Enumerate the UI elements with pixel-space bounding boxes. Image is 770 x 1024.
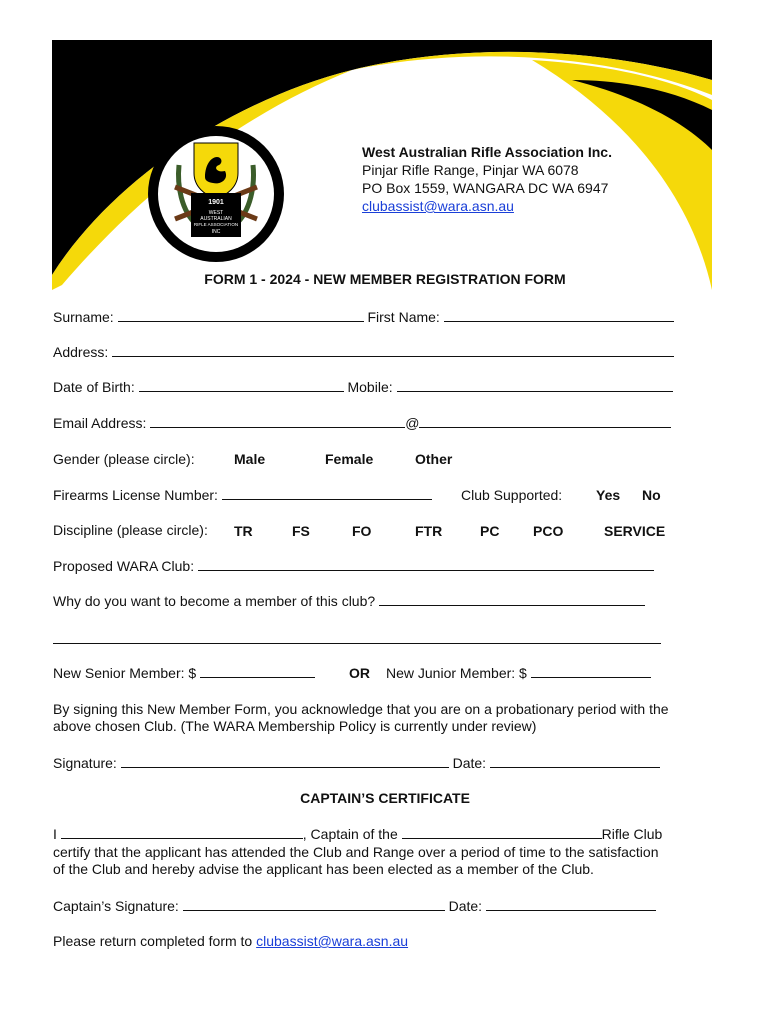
email-domain-field[interactable]	[419, 415, 671, 428]
membership-row	[53, 665, 315, 681]
why-field-1[interactable]	[379, 593, 645, 606]
license-label: Firearms License Number:	[53, 487, 218, 503]
signature-label: Signature:	[53, 755, 117, 771]
surname-field[interactable]	[118, 309, 364, 322]
footer	[53, 933, 408, 949]
org-name: West Australian Rifle Association Inc.	[362, 144, 612, 160]
surname-label: Surname:	[53, 309, 114, 325]
gender-option-other[interactable]: Other	[415, 451, 453, 467]
captain-signature-label: Captain’s Signature:	[53, 898, 179, 914]
discipline-option-ftr[interactable]: FTR	[415, 523, 443, 539]
dob-label: Date of Birth:	[53, 379, 135, 395]
mobile-label: Mobile:	[347, 379, 393, 395]
org-email-link[interactable]: clubassist@wara.asn.au	[362, 198, 514, 214]
address-field[interactable]	[112, 344, 674, 357]
captain-row-1	[53, 826, 662, 842]
logo-line-2: AUSTRALIAN	[200, 216, 232, 222]
footer-text: Please return completed form to	[53, 933, 253, 949]
logo-line-1: WEST	[208, 210, 224, 216]
gender-option-male[interactable]: Male	[234, 451, 266, 467]
senior-label: New Senior Member: $	[53, 665, 197, 681]
logo-year: 1901	[208, 199, 224, 206]
captain-club-field[interactable]	[402, 826, 602, 839]
senior-fee-field[interactable]	[200, 665, 315, 678]
captain-name-field[interactable]	[61, 826, 303, 839]
or-label: OR	[349, 665, 370, 681]
proposed-club-row	[53, 558, 654, 574]
discipline-option-service[interactable]: SERVICE	[604, 523, 666, 539]
captain-text-2: certify that the applicant has attended the Club and Range over a period of time to the satisfaction	[53, 844, 659, 860]
org-address-2: PO Box 1559, WANGARA DC WA 6947	[362, 180, 609, 196]
address-row	[53, 344, 674, 360]
why-field-2[interactable]	[53, 643, 661, 644]
dob-field[interactable]	[139, 379, 344, 392]
gender-option-female[interactable]: Female	[325, 451, 374, 467]
surname-row	[53, 309, 674, 325]
email-label: Email Address:	[53, 415, 147, 431]
proposed-club-field[interactable]	[198, 558, 654, 571]
rifle-club-label: Rifle Club	[601, 826, 663, 842]
club-supported-yes[interactable]: Yes	[596, 487, 621, 503]
discipline-option-tr[interactable]: TR	[234, 523, 253, 539]
junior-row	[386, 665, 651, 681]
captain-date-label: Date:	[448, 898, 483, 914]
first-name-label: First Name:	[367, 309, 440, 325]
discipline-option-fo[interactable]: FO	[352, 523, 372, 539]
logo-line-3: RIFLE ASSOCIATION	[193, 222, 239, 227]
captain-signature-field[interactable]	[183, 898, 445, 911]
form-title: FORM 1 - 2024 - NEW MEMBER REGISTRATION FORM	[204, 271, 566, 287]
signature-field[interactable]	[121, 755, 449, 768]
why-row	[53, 593, 645, 609]
email-row	[53, 415, 671, 431]
captain-i: I	[53, 826, 57, 842]
why-label: Why do you want to become a member of this club?	[53, 593, 376, 609]
license-field[interactable]	[222, 487, 432, 500]
discipline-label: Discipline (please circle):	[53, 522, 208, 538]
logo-line-4: INC	[211, 229, 221, 235]
discipline-option-pco[interactable]: PCO	[533, 523, 564, 539]
date-label: Date:	[452, 755, 487, 771]
signature-row	[53, 755, 660, 771]
mobile-field[interactable]	[397, 379, 673, 392]
discipline-option-fs[interactable]: FS	[292, 523, 310, 539]
gender-label: Gender (please circle):	[53, 451, 195, 467]
captain-date-field[interactable]	[486, 898, 656, 911]
club-supported-no[interactable]: No	[642, 487, 661, 503]
captain-text-3: of the Club and hereby advise the applicant has been elected as a member of the Club.	[53, 861, 594, 877]
junior-fee-field[interactable]	[531, 665, 651, 678]
email-user-field[interactable]	[150, 415, 405, 428]
declaration-text: By signing this New Member Form, you acknowledge that you are on a probationary period with the above chosen Club. (The WARA Membership Policy is currently under review)	[53, 701, 669, 734]
wara-logo	[147, 125, 285, 263]
captain-heading: CAPTAIN’S CERTIFICATE	[300, 790, 470, 806]
address-label: Address:	[53, 344, 109, 360]
discipline-option-pc[interactable]: PC	[480, 523, 500, 539]
proposed-club-label: Proposed WARA Club:	[53, 558, 195, 574]
org-address-1: Pinjar Rifle Range, Pinjar WA 6078	[362, 162, 579, 178]
club-supported-label: Club Supported:	[461, 487, 563, 503]
license-row	[53, 487, 432, 503]
footer-email-link[interactable]: clubassist@wara.asn.au	[256, 933, 409, 949]
date-field[interactable]	[490, 755, 660, 768]
captain-signature-row	[53, 898, 656, 914]
first-name-field[interactable]	[444, 309, 674, 322]
dob-row	[53, 379, 673, 395]
captain-of-label: , Captain of the	[302, 826, 398, 842]
junior-label: New Junior Member: $	[386, 665, 527, 681]
at-symbol: @	[405, 415, 420, 431]
org-details	[362, 143, 612, 215]
